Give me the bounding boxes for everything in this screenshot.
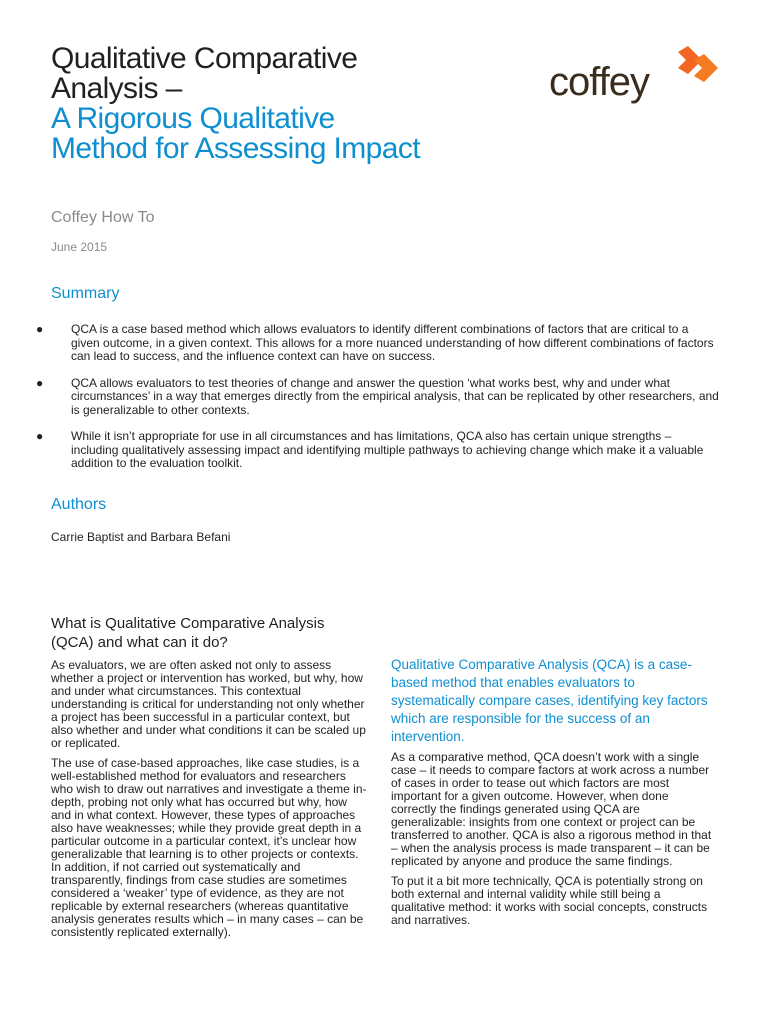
summary-item-text: QCA allows evaluators to test theories of change and answer the question ‘what works best, why and under what circumstances’ in a way that emerges directly from the empirical analysis, that can be replicated by other researchers, and is generalizable to other contexts.	[71, 375, 719, 417]
summary-item	[36, 323, 720, 364]
body-paragraph: To put it a bit more technically, QCA is potentially strong on both external and internal validity while still being a qualitative method: it works with social concepts, constructs and narratives.	[391, 874, 708, 927]
title-line-4: Method for Assessing Impact	[51, 132, 420, 165]
summary-item	[36, 430, 720, 471]
series-name: Coffey How To	[51, 209, 155, 226]
logo-wordmark: coffey	[549, 60, 649, 104]
body-paragraph: The use of case-based approaches, like case studies, is a well-established method for evaluators and researchers who wish to draw out narratives and investigate a theme in-depth, probing not only what has occurred but why, how and in what context. However, these types of approaches also have weaknesses; while they provide great depth in a particular outcome in a particular context, it’s unclear how generalizable that learning is to other projects or contexts. In addition, if not carried out systematically and transparently, findings from case studies are sometimes considered a ‘weaker’ type of evidence, as they are not replicable by external researchers (whereas quantitative analysis generates results which – in many cases – can be consistently replicated externally).	[51, 756, 367, 939]
summary-list	[36, 323, 720, 484]
document-title	[51, 44, 531, 164]
body-paragraph: As a comparative method, QCA doesn’t work with a single case – it needs to compare factors at work across a number of cases in order to tease out which factors are most important for a given outcome. However, when done correctly the findings generated using QCA are generalizable: insights from one context or project can be transferred to another. QCA is also a rigorous method in that – when the analysis process is made transparent – it can be replicated by anyone and produce the same findings.	[391, 750, 712, 868]
author-names: Carrie Baptist and Barbara Befani	[51, 530, 231, 544]
bullet-icon: ●	[36, 322, 44, 336]
pull-quote: Qualitative Comparative Analysis (QCA) is a case-based method that enables evaluators to systematically compare cases, identifying key factors which are responsible for the success of an intervention.	[391, 657, 708, 744]
summary-item-text: QCA is a case based method which allows evaluators to identify different combinations of factors that are critical to a given outcome, in a given context. This allows for a more nuanced understanding of how different combinations of factors can lead to success, and the influence context can have on success.	[71, 322, 714, 363]
bullet-icon: ●	[36, 429, 44, 443]
summary-item-text: While it isn’t appropriate for use in all circumstances and has limitations, QCA also has certain unique strengths – including qualitatively assessing impact and identifying multiple pathways to achieving change which make it a valuable addition to the evaluation toolkit.	[71, 429, 704, 470]
right-column	[391, 751, 717, 934]
authors-heading: Authors	[51, 496, 107, 513]
publication-date: June 2015	[51, 240, 108, 254]
coffey-chevron-icon	[676, 46, 720, 86]
title-line-2: Analysis –	[51, 72, 182, 105]
bullet-icon: ●	[36, 375, 44, 390]
summary-item	[36, 377, 720, 418]
title-line-3: A Rigorous Qualitative	[51, 102, 335, 135]
left-column	[51, 659, 369, 946]
coffey-logo	[549, 46, 721, 110]
body-paragraph: As evaluators, we are often asked not only to assess whether a project or intervention has worked, but why, how and under what circumstances. This contextual understanding is critical for understanding not only whether a project has been successful in a particular context, but also whether and under what conditions it can be scaled up or replicated.	[51, 658, 366, 750]
section-heading: What is Qualitative Comparative Analysis (QCA) and what can it do?	[51, 615, 325, 651]
summary-heading: Summary	[51, 285, 120, 302]
title-line-1: Qualitative Comparative	[51, 42, 358, 75]
